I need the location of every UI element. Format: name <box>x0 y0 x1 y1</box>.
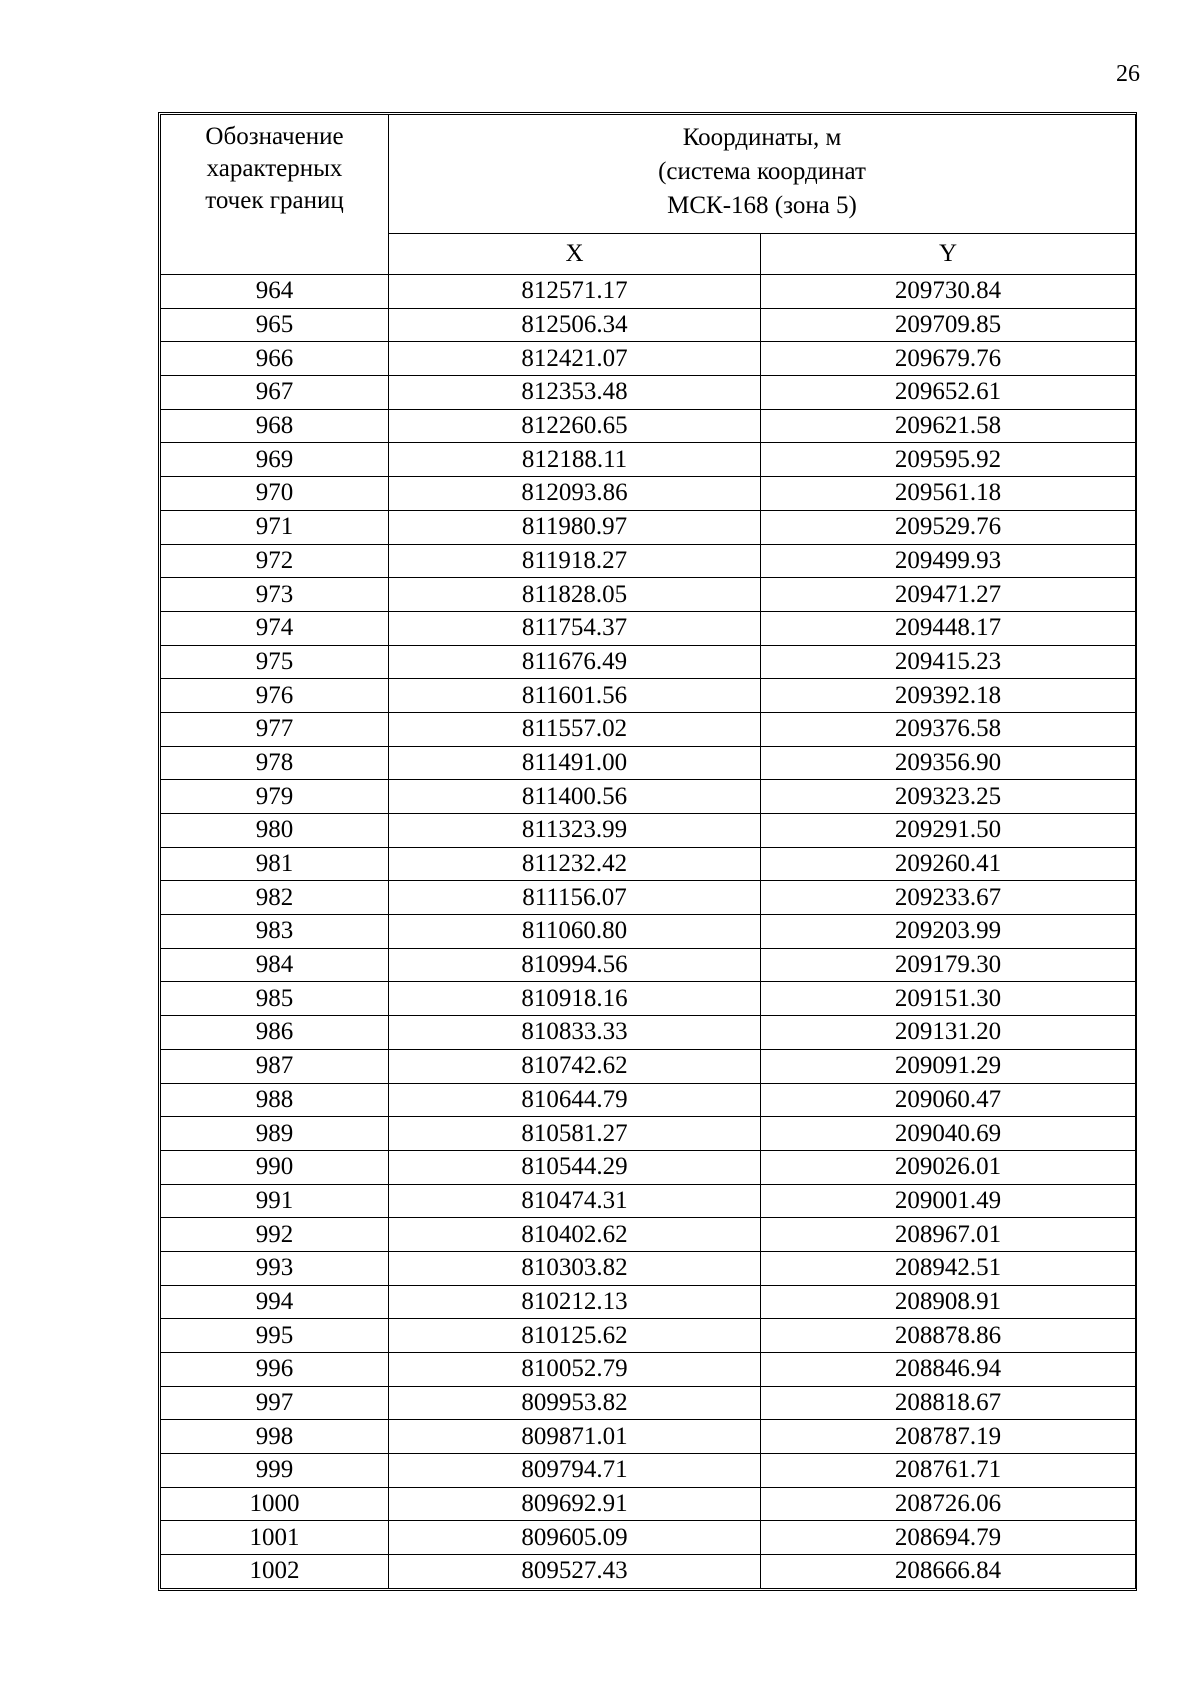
y-coordinate-cell: 209233.67 <box>761 881 1136 915</box>
x-coordinate-cell: 810644.79 <box>389 1083 761 1117</box>
y-coordinate-cell: 209448.17 <box>761 611 1136 645</box>
table-row <box>161 1150 1136 1184</box>
table-row <box>161 1184 1136 1218</box>
x-coordinate-cell: 810052.79 <box>389 1353 761 1387</box>
y-coordinate-cell: 209179.30 <box>761 948 1136 982</box>
coordinates-header-line: (система координат <box>658 158 866 185</box>
point-cell: 972 <box>161 544 389 578</box>
point-cell: 1002 <box>161 1555 389 1589</box>
x-coordinate-cell: 810581.27 <box>389 1117 761 1151</box>
point-cell: 968 <box>161 409 389 443</box>
point-cell: 990 <box>161 1150 389 1184</box>
point-cell: 985 <box>161 982 389 1016</box>
x-coordinate-cell: 811491.00 <box>389 746 761 780</box>
table-row <box>161 679 1136 713</box>
designation-header-line: точек границ <box>205 187 344 214</box>
y-coordinate-cell: 208726.06 <box>761 1487 1136 1521</box>
x-coordinate-cell: 810994.56 <box>389 948 761 982</box>
table-row <box>161 1049 1136 1083</box>
y-coordinate-cell: 209392.18 <box>761 679 1136 713</box>
x-coordinate-cell: 812353.48 <box>389 376 761 410</box>
point-cell: 975 <box>161 645 389 679</box>
table-row <box>161 443 1136 477</box>
y-coordinate-cell: 209561.18 <box>761 477 1136 511</box>
y-coordinate-cell: 209060.47 <box>761 1083 1136 1117</box>
x-coordinate-cell: 810544.29 <box>389 1150 761 1184</box>
table-row <box>161 1218 1136 1252</box>
table-row <box>161 1117 1136 1151</box>
y-coordinate-cell: 209471.27 <box>761 578 1136 612</box>
x-coordinate-cell: 812506.34 <box>389 308 761 342</box>
point-cell: 977 <box>161 712 389 746</box>
x-coordinate-cell: 812093.86 <box>389 477 761 511</box>
y-coordinate-cell: 209679.76 <box>761 342 1136 376</box>
table-row <box>161 645 1136 679</box>
point-cell: 1001 <box>161 1521 389 1555</box>
x-coordinate-cell: 810212.13 <box>389 1285 761 1319</box>
point-cell: 966 <box>161 342 389 376</box>
designation-header-line: характерных <box>206 155 343 182</box>
point-cell: 984 <box>161 948 389 982</box>
table-row <box>161 376 1136 410</box>
x-coordinate-cell: 810125.62 <box>389 1319 761 1353</box>
point-cell: 976 <box>161 679 389 713</box>
y-coordinate-cell: 209730.84 <box>761 275 1136 309</box>
x-coordinate-cell: 810918.16 <box>389 982 761 1016</box>
coordinates-header-line: МСК-168 (зона 5) <box>667 192 857 219</box>
x-coordinate-cell: 811323.99 <box>389 814 761 848</box>
table-row <box>161 275 1136 309</box>
table-row <box>161 1251 1136 1285</box>
table-row <box>161 915 1136 949</box>
table-row <box>161 1016 1136 1050</box>
x-coordinate-cell: 811754.37 <box>389 611 761 645</box>
table-body <box>161 275 1136 1589</box>
table-row <box>161 712 1136 746</box>
y-coordinate-cell: 209291.50 <box>761 814 1136 848</box>
y-coordinate-cell: 209260.41 <box>761 847 1136 881</box>
y-coordinate-cell: 209001.49 <box>761 1184 1136 1218</box>
table-row <box>161 881 1136 915</box>
y-coordinate-cell: 208967.01 <box>761 1218 1136 1252</box>
table-row <box>161 1083 1136 1117</box>
table-row <box>161 510 1136 544</box>
x-coordinate-cell: 810474.31 <box>389 1184 761 1218</box>
point-cell: 987 <box>161 1049 389 1083</box>
y-coordinate-cell: 209203.99 <box>761 915 1136 949</box>
x-coordinate-cell: 812421.07 <box>389 342 761 376</box>
y-coordinate-cell: 208878.86 <box>761 1319 1136 1353</box>
x-coordinate-cell: 812571.17 <box>389 275 761 309</box>
point-cell: 991 <box>161 1184 389 1218</box>
table-row <box>161 1319 1136 1353</box>
point-cell: 993 <box>161 1251 389 1285</box>
coordinates-table <box>160 114 1136 1589</box>
point-cell: 988 <box>161 1083 389 1117</box>
point-cell: 980 <box>161 814 389 848</box>
y-coordinate-cell: 209621.58 <box>761 409 1136 443</box>
point-cell: 979 <box>161 780 389 814</box>
table-row <box>161 948 1136 982</box>
y-column-header: Y <box>761 234 1136 275</box>
point-cell: 995 <box>161 1319 389 1353</box>
table-row <box>161 982 1136 1016</box>
y-coordinate-cell: 209709.85 <box>761 308 1136 342</box>
x-coordinate-cell: 811557.02 <box>389 712 761 746</box>
x-coordinate-cell: 809871.01 <box>389 1420 761 1454</box>
x-coordinate-cell: 811060.80 <box>389 915 761 949</box>
point-cell: 997 <box>161 1386 389 1420</box>
point-cell: 970 <box>161 477 389 511</box>
y-coordinate-cell: 209499.93 <box>761 544 1136 578</box>
table-header <box>161 115 1136 275</box>
y-coordinate-cell: 209040.69 <box>761 1117 1136 1151</box>
table-row <box>161 1487 1136 1521</box>
table-row <box>161 746 1136 780</box>
page-number: 26 <box>1116 61 1140 87</box>
x-coordinate-cell: 811676.49 <box>389 645 761 679</box>
x-coordinate-cell: 810833.33 <box>389 1016 761 1050</box>
point-cell: 969 <box>161 443 389 477</box>
point-cell: 964 <box>161 275 389 309</box>
x-coordinate-cell: 811400.56 <box>389 780 761 814</box>
table-row <box>161 814 1136 848</box>
table-row <box>161 1386 1136 1420</box>
x-coordinate-cell: 810742.62 <box>389 1049 761 1083</box>
y-coordinate-cell: 209356.90 <box>761 746 1136 780</box>
x-coordinate-cell: 812260.65 <box>389 409 761 443</box>
y-coordinate-cell: 209026.01 <box>761 1150 1136 1184</box>
point-cell: 996 <box>161 1353 389 1387</box>
y-coordinate-cell: 209376.58 <box>761 712 1136 746</box>
y-coordinate-cell: 209595.92 <box>761 443 1136 477</box>
x-coordinate-cell: 810402.62 <box>389 1218 761 1252</box>
point-cell: 971 <box>161 510 389 544</box>
coordinates-header-line: Координаты, м <box>682 124 842 151</box>
y-coordinate-cell: 209415.23 <box>761 645 1136 679</box>
y-coordinate-cell: 208942.51 <box>761 1251 1136 1285</box>
x-coordinate-cell: 811156.07 <box>389 881 761 915</box>
y-coordinate-cell: 209323.25 <box>761 780 1136 814</box>
point-cell: 981 <box>161 847 389 881</box>
table-row <box>161 544 1136 578</box>
point-cell: 999 <box>161 1454 389 1488</box>
table-row <box>161 409 1136 443</box>
point-cell: 1000 <box>161 1487 389 1521</box>
y-coordinate-cell: 208694.79 <box>761 1521 1136 1555</box>
x-coordinate-cell: 809953.82 <box>389 1386 761 1420</box>
x-coordinate-cell: 811828.05 <box>389 578 761 612</box>
table-row <box>161 477 1136 511</box>
y-coordinate-cell: 208818.67 <box>761 1386 1136 1420</box>
y-coordinate-cell: 208787.19 <box>761 1420 1136 1454</box>
x-coordinate-cell: 810303.82 <box>389 1251 761 1285</box>
table-row <box>161 578 1136 612</box>
x-coordinate-cell: 811918.27 <box>389 544 761 578</box>
point-cell: 974 <box>161 611 389 645</box>
y-coordinate-cell: 209131.20 <box>761 1016 1136 1050</box>
y-coordinate-cell: 209151.30 <box>761 982 1136 1016</box>
x-coordinate-cell: 812188.11 <box>389 443 761 477</box>
x-coordinate-cell: 809527.43 <box>389 1555 761 1589</box>
x-column-header: X <box>389 234 761 275</box>
table-row <box>161 611 1136 645</box>
x-coordinate-cell: 811980.97 <box>389 510 761 544</box>
designation-header-line: Обозначение <box>205 123 344 150</box>
x-coordinate-cell: 809794.71 <box>389 1454 761 1488</box>
point-cell: 983 <box>161 915 389 949</box>
y-coordinate-cell: 209091.29 <box>761 1049 1136 1083</box>
point-cell: 973 <box>161 578 389 612</box>
point-cell: 967 <box>161 376 389 410</box>
x-coordinate-cell: 811601.56 <box>389 679 761 713</box>
table-row <box>161 1420 1136 1454</box>
y-coordinate-cell: 208666.84 <box>761 1555 1136 1589</box>
table-row <box>161 1285 1136 1319</box>
y-coordinate-cell: 209529.76 <box>761 510 1136 544</box>
table-row <box>161 1454 1136 1488</box>
table-row <box>161 780 1136 814</box>
x-coordinate-cell: 811232.42 <box>389 847 761 881</box>
y-coordinate-cell: 208908.91 <box>761 1285 1136 1319</box>
y-coordinate-cell: 209652.61 <box>761 376 1136 410</box>
table-row <box>161 308 1136 342</box>
table-row <box>161 847 1136 881</box>
y-coordinate-cell: 208846.94 <box>761 1353 1136 1387</box>
table-row <box>161 1353 1136 1387</box>
table-row <box>161 342 1136 376</box>
point-cell: 992 <box>161 1218 389 1252</box>
point-cell: 982 <box>161 881 389 915</box>
table-row <box>161 1521 1136 1555</box>
designation-header <box>161 115 389 275</box>
y-coordinate-cell: 208761.71 <box>761 1454 1136 1488</box>
x-coordinate-cell: 809605.09 <box>389 1521 761 1555</box>
point-cell: 998 <box>161 1420 389 1454</box>
table-row <box>161 1555 1136 1589</box>
point-cell: 986 <box>161 1016 389 1050</box>
point-cell: 994 <box>161 1285 389 1319</box>
point-cell: 965 <box>161 308 389 342</box>
point-cell: 989 <box>161 1117 389 1151</box>
point-cell: 978 <box>161 746 389 780</box>
x-coordinate-cell: 809692.91 <box>389 1487 761 1521</box>
coordinates-header <box>389 115 1136 234</box>
